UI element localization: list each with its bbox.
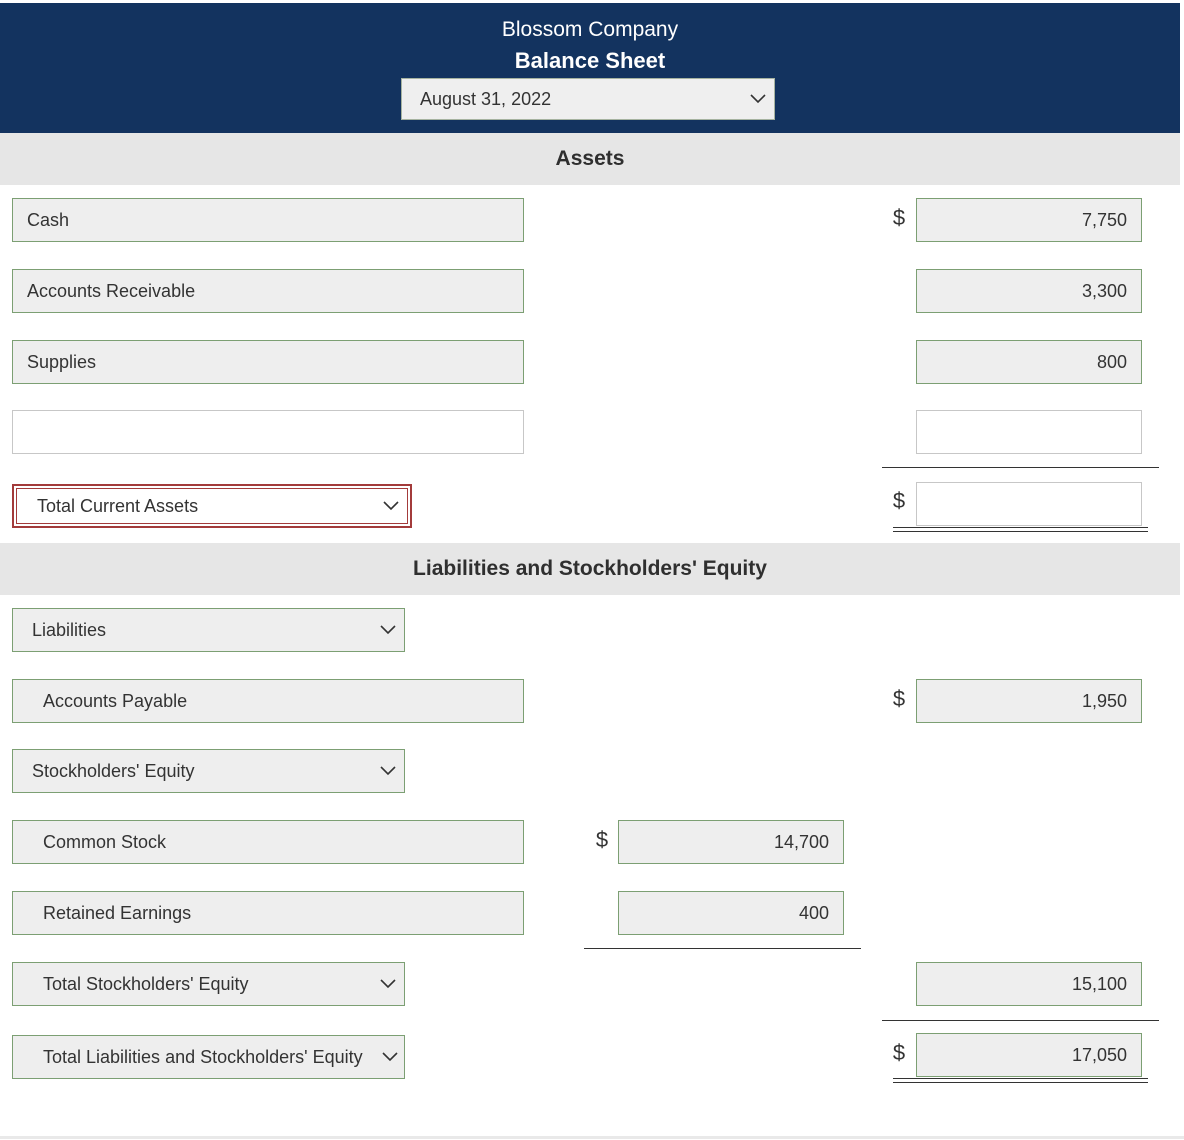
accounts-receivable-amount: 3,300: [1081, 280, 1127, 301]
accounts-payable-label-field[interactable]: [12, 679, 524, 723]
total-stockholders-equity-amount-field[interactable]: [916, 962, 1142, 1006]
statement-title: Balance Sheet: [514, 48, 666, 73]
cash-amount-field[interactable]: [916, 198, 1142, 242]
accounts-payable-amount-field[interactable]: [916, 679, 1142, 723]
date-select[interactable]: [401, 78, 775, 120]
retained-earnings-amount: 400: [798, 902, 829, 923]
common-stock-label: Common Stock: [43, 831, 167, 852]
accounts-receivable-label: Accounts Receivable: [27, 280, 196, 301]
double-underline: [893, 1078, 1148, 1083]
empty-asset-amount-field[interactable]: [916, 410, 1142, 454]
chevron-down-icon: [380, 979, 396, 989]
empty-asset-label-field[interactable]: [12, 410, 524, 454]
assets-section-header: [0, 133, 1180, 185]
total-liabilities-equity-amount: 17,050: [1071, 1044, 1127, 1065]
liabilities-select[interactable]: [12, 608, 405, 652]
subtotal-rule: [584, 948, 861, 949]
currency-symbol: $: [892, 488, 906, 513]
accounts-receivable-amount-field[interactable]: [916, 269, 1142, 313]
chevron-down-icon: [382, 1052, 398, 1062]
liabilities-equity-section-header: [0, 543, 1180, 595]
common-stock-amount: 14,700: [773, 831, 829, 852]
common-stock-label-field[interactable]: [12, 820, 524, 864]
date-select-value: August 31, 2022: [420, 88, 552, 109]
supplies-label-field[interactable]: [12, 340, 524, 384]
subtotal-rule: [882, 1020, 1159, 1021]
currency-symbol: $: [892, 686, 906, 711]
retained-earnings-label: Retained Earnings: [43, 902, 192, 923]
total-stockholders-equity-select[interactable]: [12, 962, 405, 1006]
retained-earnings-label-field[interactable]: [12, 891, 524, 935]
cash-amount: 7,750: [1081, 209, 1127, 230]
double-underline: [893, 527, 1148, 532]
company-name: Blossom Company: [501, 18, 679, 41]
currency-symbol: $: [892, 205, 906, 230]
page-bottom-border: [0, 1136, 1184, 1139]
cash-label: Cash: [27, 209, 70, 230]
total-stockholders-equity-select-value: Total Stockholders' Equity: [43, 973, 249, 994]
accounts-receivable-label-field[interactable]: [12, 269, 524, 313]
currency-symbol: $: [595, 827, 609, 852]
liabilities-equity-section-title: Liabilities and Stockholders' Equity: [413, 557, 767, 580]
common-stock-amount-field[interactable]: [618, 820, 844, 864]
assets-section-title: Assets: [555, 147, 625, 170]
chevron-down-icon: [380, 625, 396, 635]
supplies-label: Supplies: [27, 351, 97, 372]
total-current-assets-select[interactable]: [12, 484, 412, 528]
cash-label-field[interactable]: [12, 198, 524, 242]
total-liabilities-equity-select-value: Total Liabilities and Stockholders' Equity: [43, 1046, 363, 1067]
stockholders-equity-select[interactable]: [12, 749, 405, 793]
supplies-amount: 800: [1096, 351, 1127, 372]
liabilities-select-value: Liabilities: [32, 619, 107, 640]
total-liabilities-equity-amount-field[interactable]: [916, 1033, 1142, 1077]
stockholders-equity-select-value: Stockholders' Equity: [32, 760, 195, 781]
retained-earnings-amount-field[interactable]: [618, 891, 844, 935]
total-current-assets-label: Total Current Assets: [37, 495, 199, 516]
subtotal-rule: [882, 467, 1159, 468]
total-liabilities-equity-select[interactable]: [12, 1035, 405, 1079]
total-stockholders-equity-amount: 15,100: [1071, 973, 1127, 994]
supplies-amount-field[interactable]: [916, 340, 1142, 384]
currency-symbol: $: [892, 1040, 906, 1065]
chevron-down-icon: [380, 766, 396, 776]
total-current-assets-amount-field[interactable]: [916, 482, 1142, 526]
accounts-payable-amount: 1,950: [1081, 690, 1127, 711]
chevron-down-icon: [750, 94, 766, 104]
accounts-payable-label: Accounts Payable: [43, 690, 188, 711]
chevron-down-icon: [383, 501, 399, 511]
